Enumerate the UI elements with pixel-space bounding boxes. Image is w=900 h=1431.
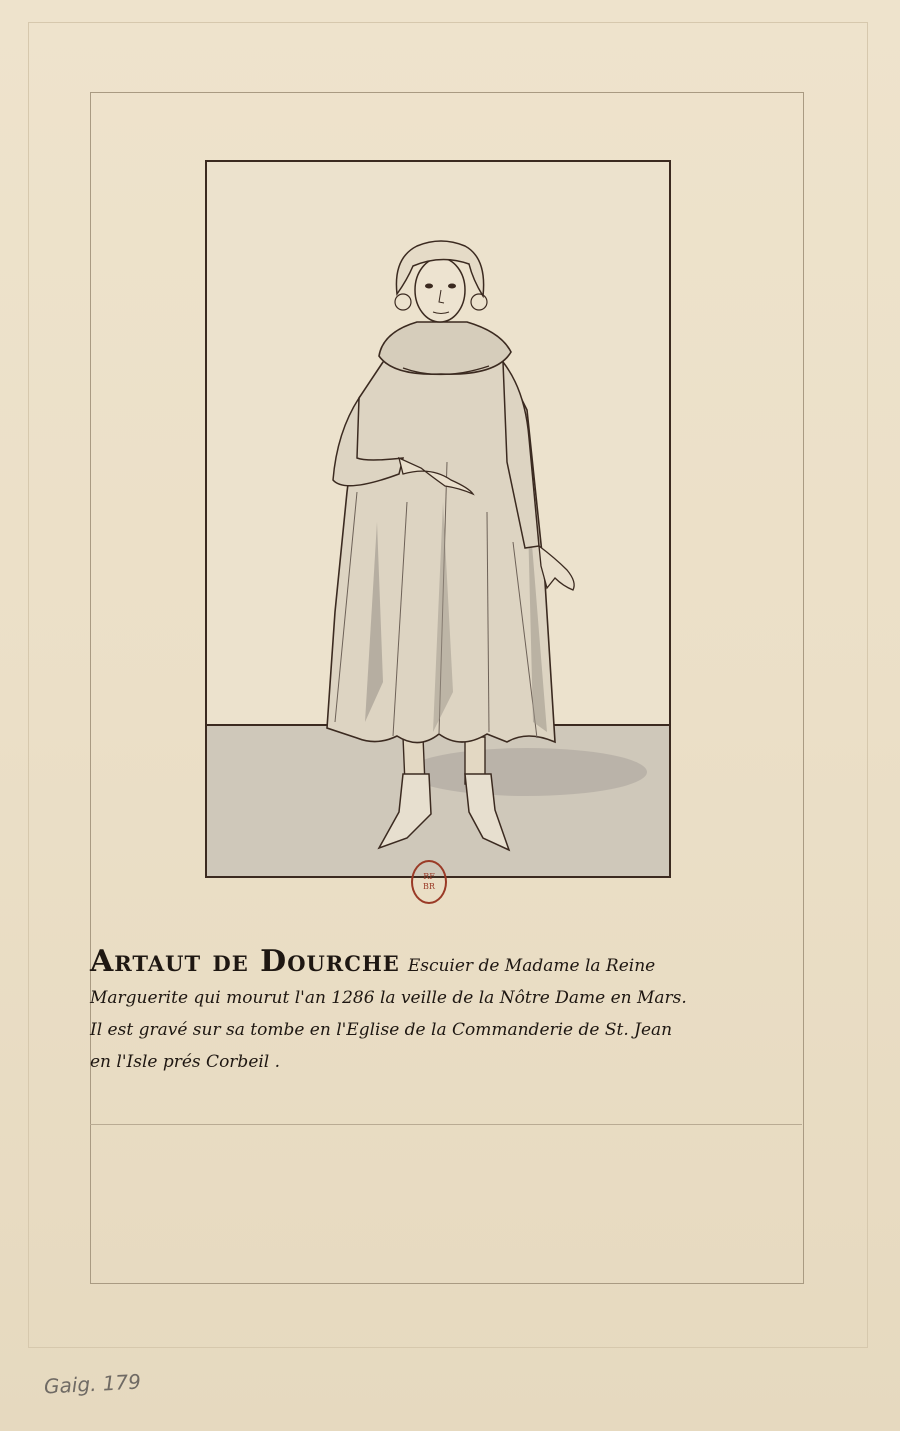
stamp-bottom-text: BR <box>423 882 435 891</box>
caption-line-4: en l'Isle prés Corbeil . <box>90 1052 281 1072</box>
figure-illustration <box>205 160 671 878</box>
caption-line-1 <box>90 946 802 982</box>
stamp-top-text: RF <box>423 872 435 881</box>
caption <box>90 946 802 1078</box>
figure-shadow <box>407 748 647 796</box>
caption-line-3: Il est gravé sur sa tombe en l'Eglise de la Commanderie de St. Jean <box>90 1020 673 1040</box>
figure-drawing <box>207 162 669 876</box>
ruled-line <box>90 1124 802 1125</box>
caption-name: Artaut de Dourche <box>90 944 400 979</box>
hood-collar <box>379 322 511 374</box>
caption-line-2: Marguerite qui mourut l'an 1286 la veille de la Nôtre Dame en Mars. <box>90 988 687 1008</box>
shelfmark: Gaig. 179 <box>43 1369 142 1399</box>
floor-shading <box>207 725 669 876</box>
library-stamp <box>411 860 447 904</box>
caption-line-1-rest: Escuier de Madame la Reine <box>407 956 656 976</box>
head <box>415 258 465 322</box>
